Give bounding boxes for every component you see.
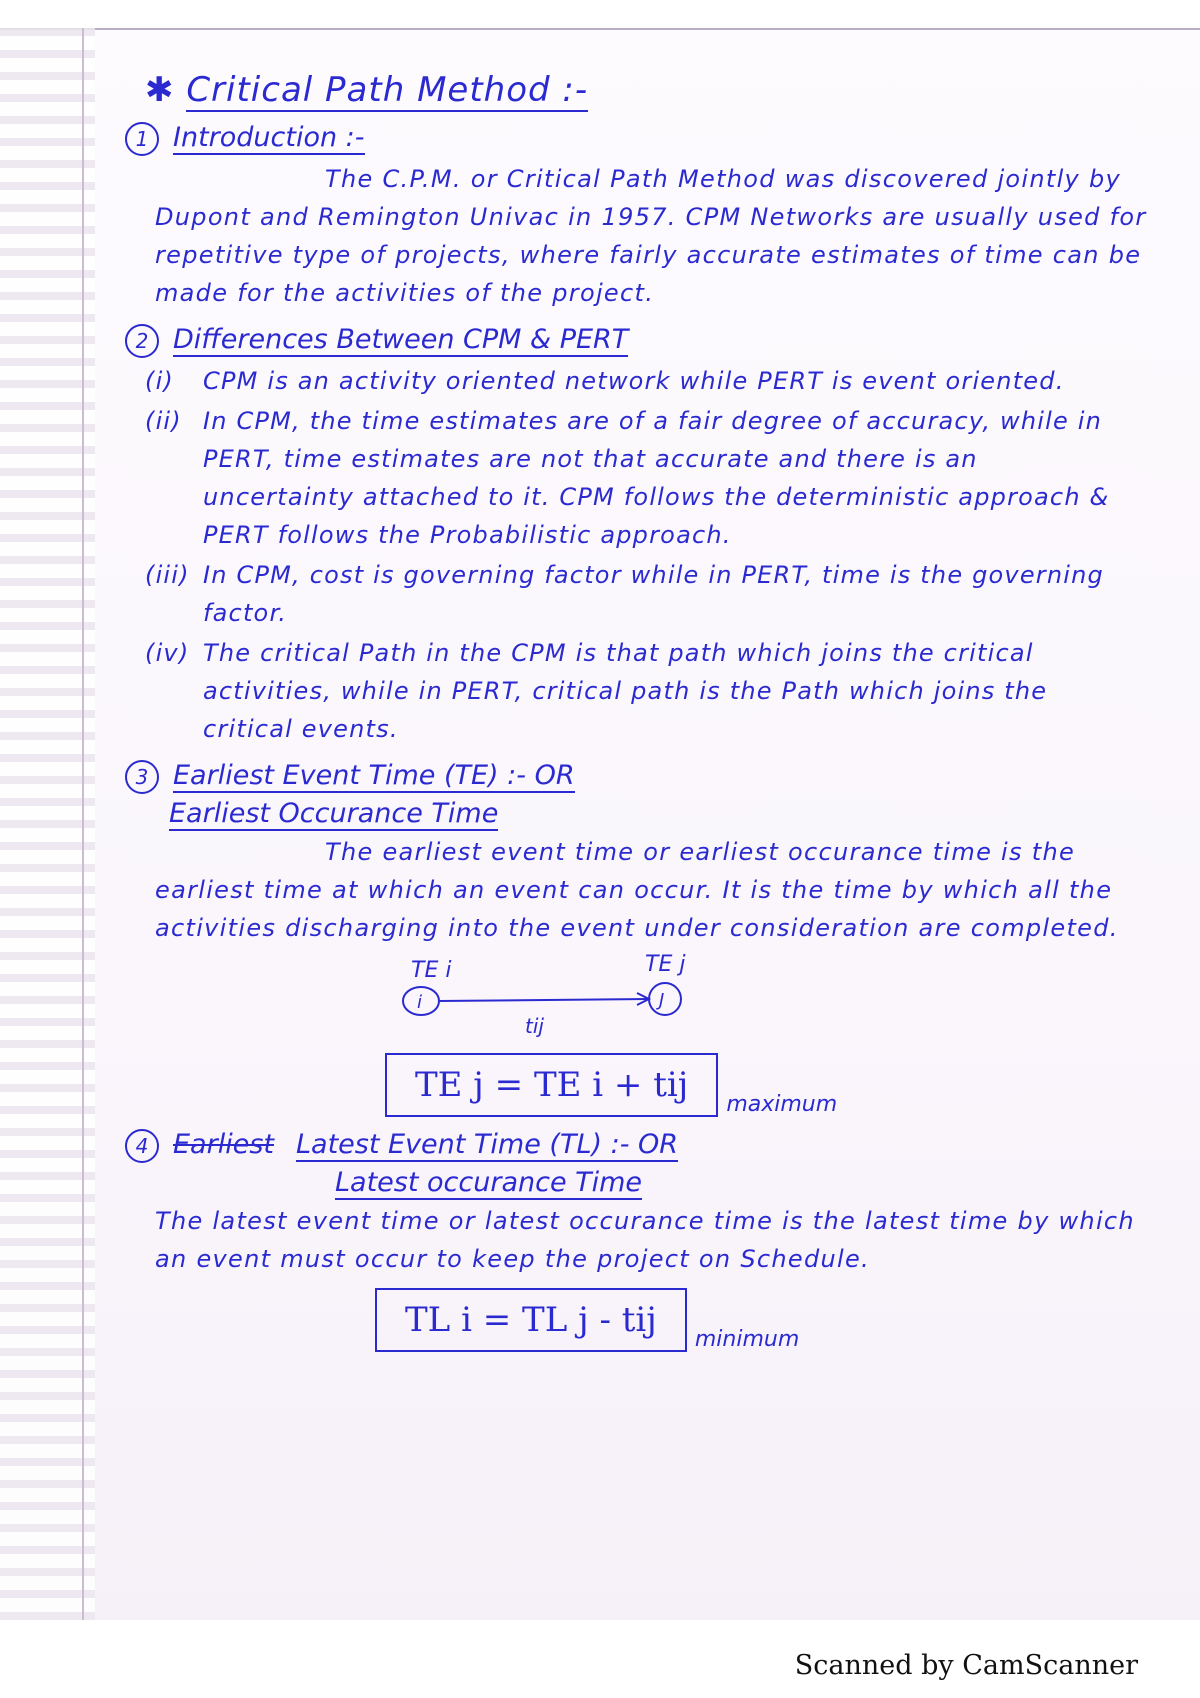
latest-text: The latest event time or latest occurance time is the latest time by which an event must occur to keep the project on Schedule.: [155, 1207, 1135, 1273]
list-item: (ii) In CPM, the time estimates are of a fair degree of accuracy, while in PERT, time estimates are not that accurate and there is an uncertainty attached to it. CPM follows the deterministic approach & PERT follows the Probabilistic approach.: [145, 407, 1110, 549]
earliest-subheading: Earliest Occurance Time: [169, 798, 499, 829]
node-j-time-label: TE j: [645, 953, 686, 977]
latest-subheading: Latest occurance Time: [335, 1167, 643, 1198]
star-icon: ✱: [145, 70, 175, 110]
scanner-watermark: Scanned by CamScanner: [794, 1650, 1138, 1681]
latest-heading: 4 Earliest Latest Event Time (TL) :- OR: [125, 1129, 1155, 1163]
activity-arrow: [439, 999, 649, 1001]
edge-label: tij: [525, 1014, 544, 1038]
page-title: ✱ Critical Path Method :-: [145, 70, 589, 110]
differences-heading: 2 Differences Between CPM & PERT: [125, 324, 1155, 358]
node-i-time-label: TE i: [411, 958, 452, 983]
earliest-text: The earliest event time or earliest occurance time is the earliest time at which an event can occur. It is the time by which all the activities discharging into the event under consideration are completed.: [155, 838, 1119, 942]
event-network-diagram: [125, 953, 1125, 1043]
list-item: (i) CPM is an activity oriented network while PERT is event oriented.: [145, 367, 1065, 395]
node-i-label: i: [417, 992, 423, 1013]
section-number-icon: 1: [125, 122, 159, 156]
intro-text: The C.P.M. or Critical Path Method was discovered jointly by Dupont and Remington Univac in 1957. CPM Networks are usually used for repetitive type of projects, where fairly accurate estimates of time can be made for the activities of the project.: [155, 165, 1147, 307]
spiral-binding: [0, 28, 95, 1620]
section-number-icon: 2: [125, 324, 159, 358]
list-item: (iv) The critical Path in the CPM is that path which joins the critical activities, while in PERT, critical path is the Path which joins the critical events.: [145, 639, 1048, 743]
node-j-label: J: [659, 990, 665, 1011]
differences-list: [125, 362, 1155, 748]
intro-heading: 1 Introduction :-: [125, 122, 1155, 156]
section-number-icon: 3: [125, 760, 159, 794]
handwritten-notes: [125, 70, 1155, 1362]
earliest-formula: TE j = TE i + tij maximum: [125, 1053, 1155, 1117]
list-item: (iii) In CPM, cost is governing factor while in PERT, time is the governing factor.: [145, 561, 1104, 627]
margin-line: [82, 28, 84, 1620]
node-j-circle: [649, 983, 681, 1015]
latest-formula: TL i = TL j - tij minimum: [125, 1288, 1155, 1352]
section-number-icon: 4: [125, 1129, 159, 1163]
earliest-heading: 3 Earliest Event Time (TE) :- OR: [125, 760, 1155, 794]
